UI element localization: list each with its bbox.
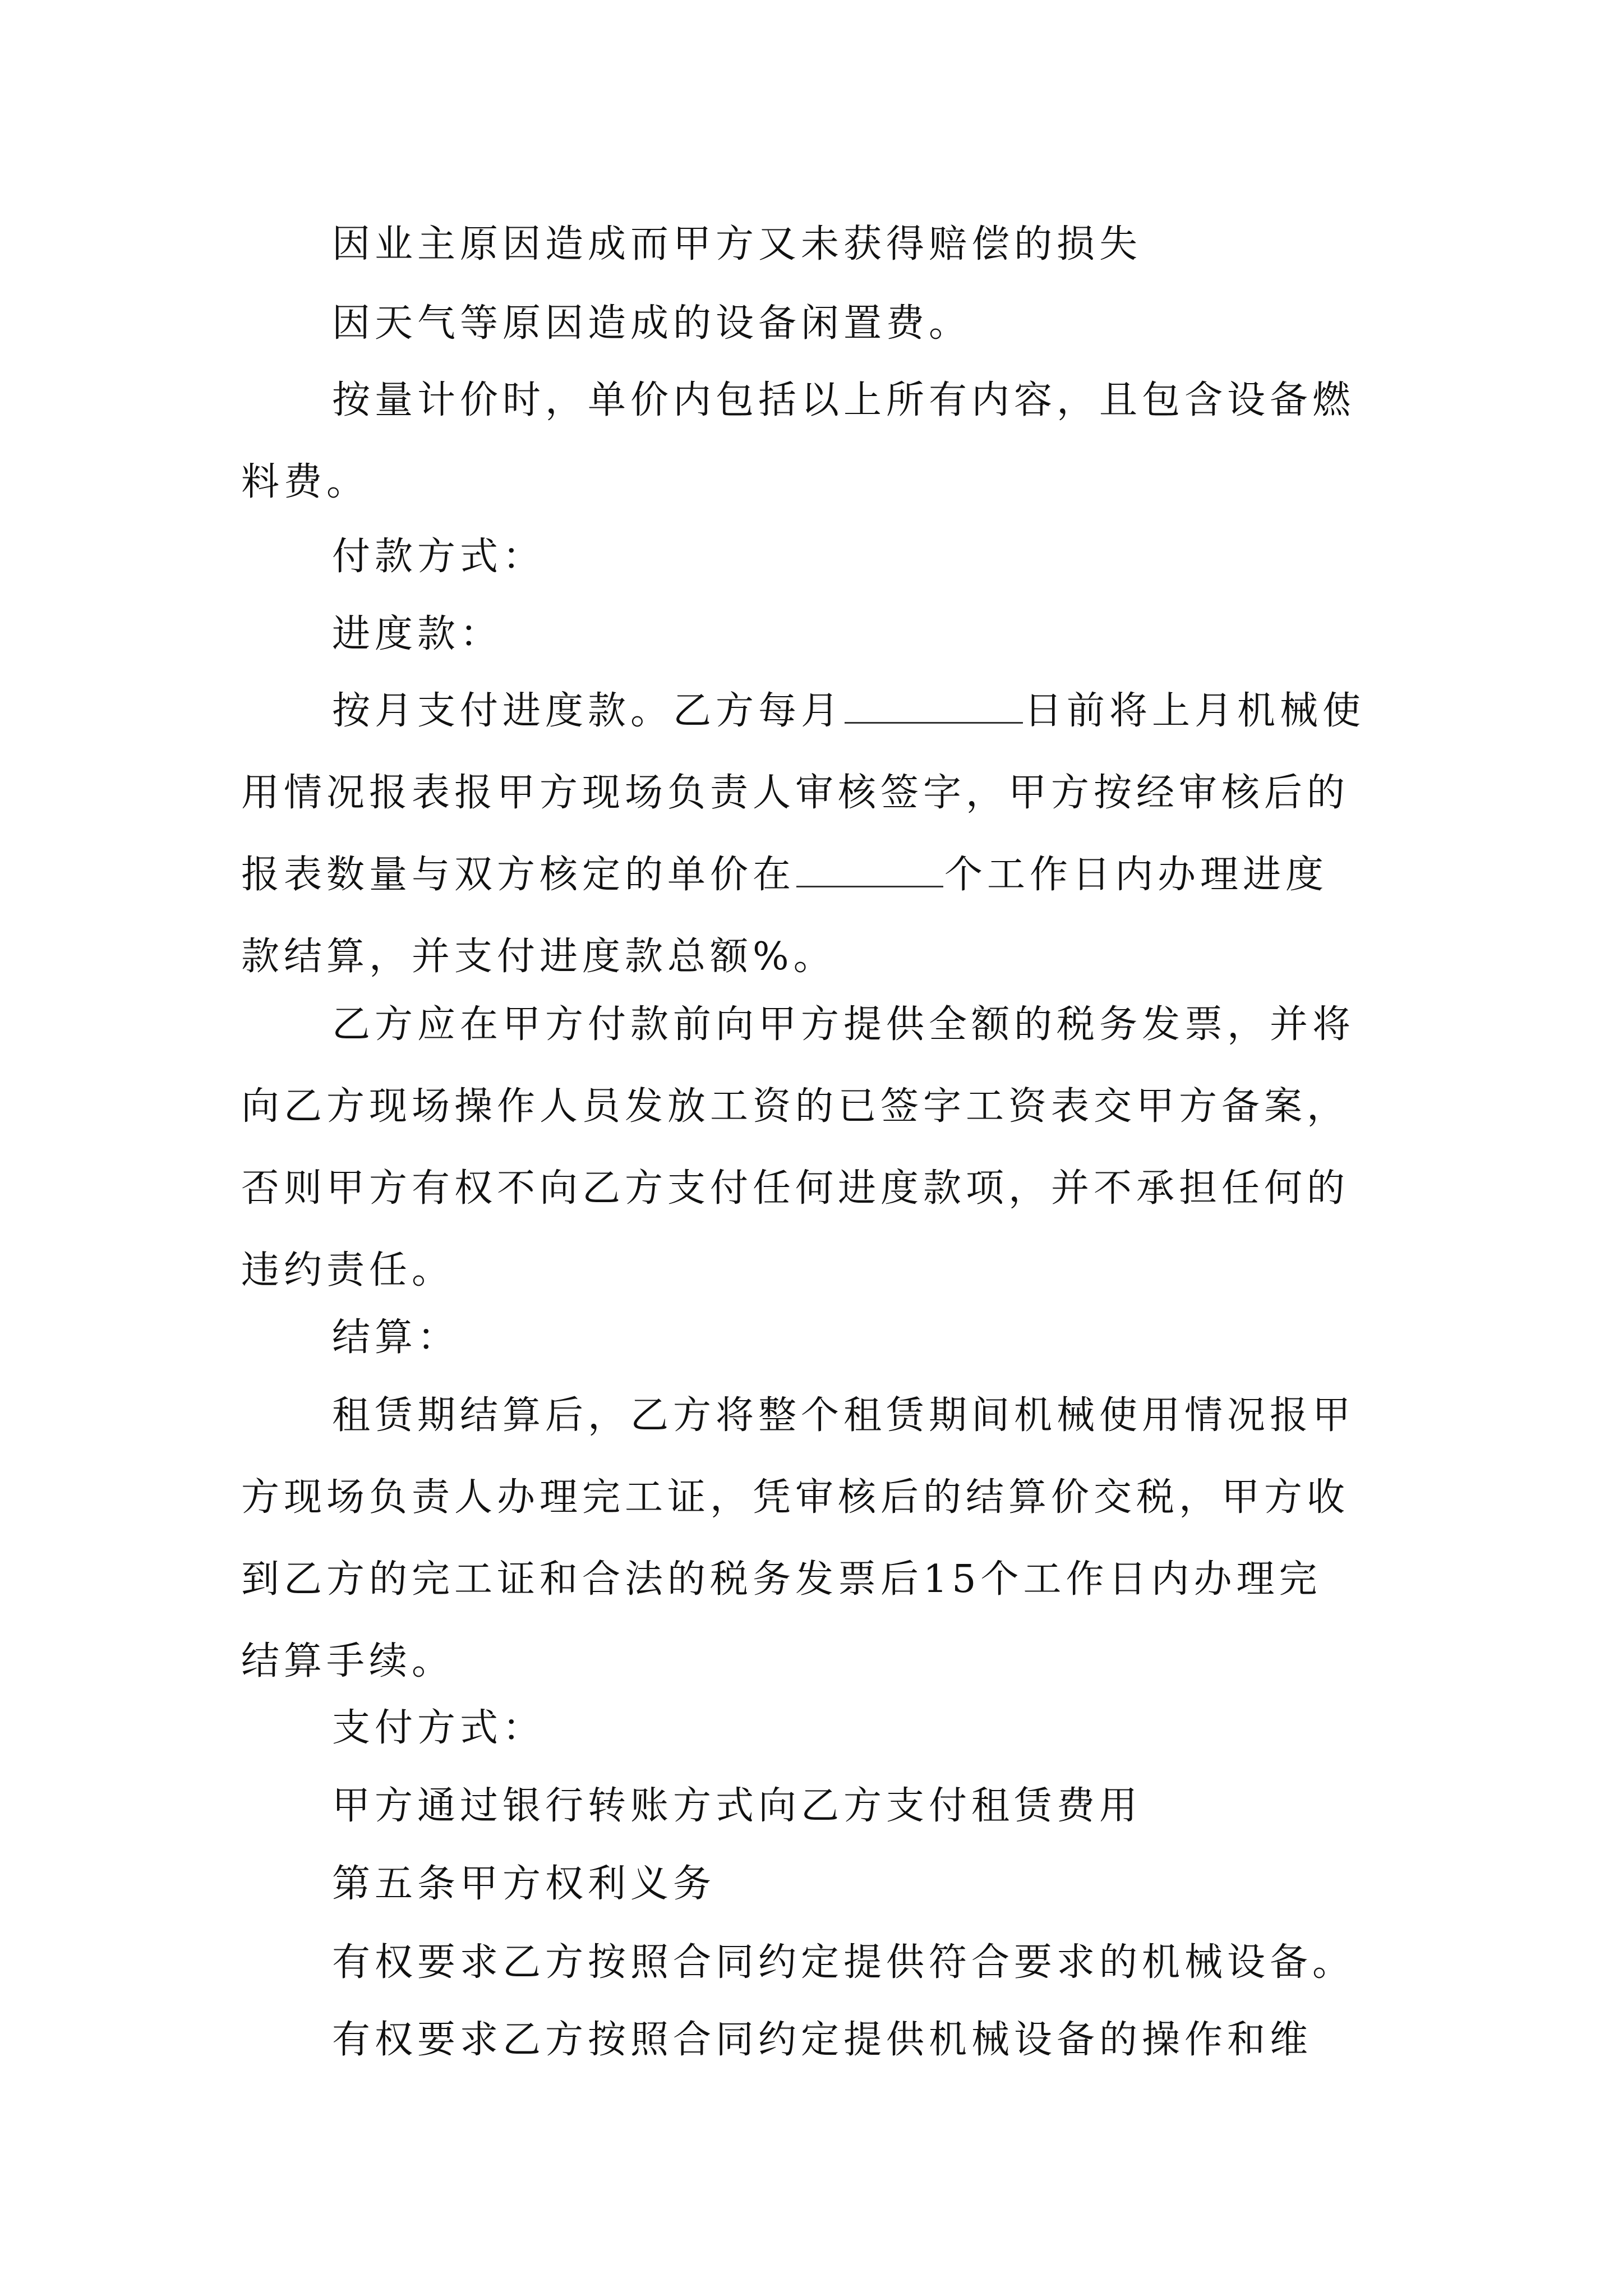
paragraph-unit-price [241,360,1396,523]
line-text: 按月支付进度款。乙方每月 [332,689,844,733]
line-text: 方现场负责人办理完工证，凭审核后的结算价交税，甲方收 [241,1475,1350,1520]
line-text: 款结算，并支付进度款总额%。 [241,935,836,979]
heading-article-five [241,1843,1396,1925]
paragraph-text: 因天气等原因造成的设备闲置费。 [332,301,972,346]
line-text: 违约责任。 [241,1248,455,1292]
fill-in-blank-workdays [796,851,943,887]
paragraph-tax-invoice [241,984,1396,1312]
paragraph-settlement-terms [241,1375,1396,1703]
line-text: 到乙方的完工证和合法的税务发票后15个工作日内办理完 [241,1557,1322,1602]
line-text: 用情况报表报甲方现场负责人审核签字，甲方按经审核后的 [241,771,1350,815]
heading-payment-way [241,1687,1396,1769]
line-text: 报表数量与双方核定的单价在 [241,853,796,897]
heading-payment-method [241,516,1396,598]
paragraph-text: 因业主原因造成而甲方又未获得赔偿的损失 [332,222,1142,266]
heading-text: 付款方式： [332,535,546,579]
line-text: 料费。 [241,460,370,504]
heading-settlement [241,1297,1396,1379]
heading-progress-payment [241,593,1396,675]
line-text: 结算手续。 [241,1639,455,1683]
paragraph-right-equipment [241,1922,1396,2004]
heading-text: 第五条甲方权利义务 [332,1862,716,1906]
line-text: 租赁期结算后，乙方将整个租赁期间机械使用情况报甲 [332,1393,1355,1438]
line-text: 日前将上月机械使 [1024,689,1366,733]
heading-text: 进度款： [332,612,503,656]
line-text: 乙方应在甲方付款前向甲方提供全额的税务发票，并将 [332,1002,1355,1047]
paragraph-text: 有权要求乙方按照合同约定提供机械设备的操作和维 [332,2018,1313,2062]
fill-in-blank-day [845,687,1023,724]
paragraph-owner-loss [241,204,1396,286]
paragraph-text: 甲方通过银行转账方式向乙方支付租赁费用 [332,1784,1142,1828]
line-text: 个工作日内办理进度 [944,853,1329,897]
paragraph-text: 有权要求乙方按照合同约定提供符合要求的机械设备。 [332,1940,1355,1985]
heading-text: 结算： [332,1315,460,1360]
line-text: 否则甲方有权不向乙方支付任何进度款项，并不承担任何的 [241,1166,1350,1211]
paragraph-right-operation [241,1999,1396,2081]
paragraph-weather-idle [241,283,1396,365]
heading-text: 支付方式： [332,1706,546,1750]
line-text: 向乙方现场操作人员发放工资的已签字工资表交甲方备案， [241,1084,1350,1129]
paragraph-bank-transfer [241,1765,1396,1847]
line-text: 按量计价时，单价内包括以上所有内容，且包含设备燃 [332,378,1355,422]
paragraph-monthly-payment [241,670,1396,998]
